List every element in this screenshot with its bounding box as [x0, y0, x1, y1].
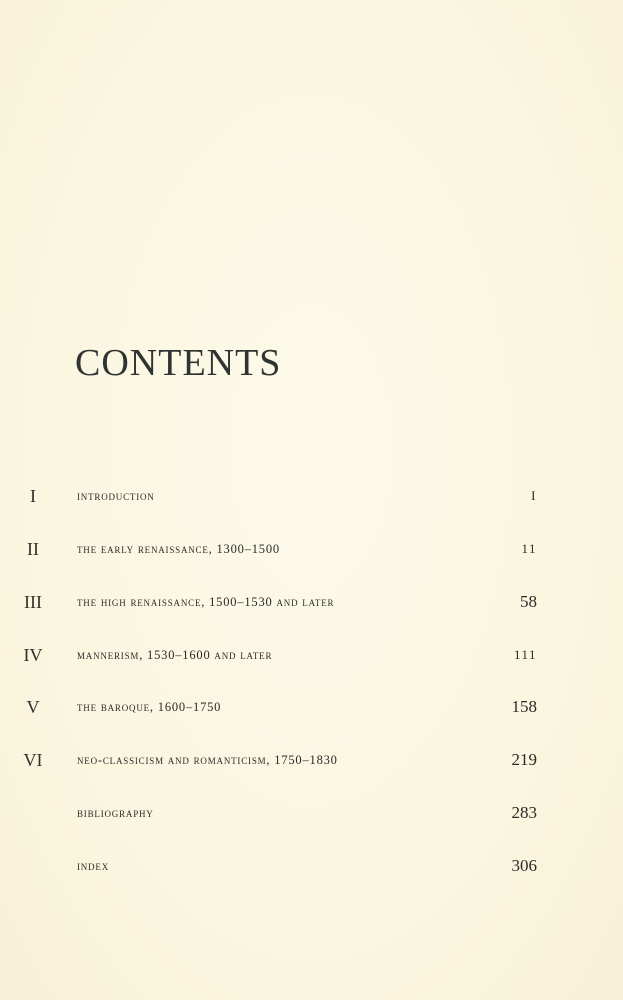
toc-entry: [0, 481, 623, 511]
page-number: 306: [511, 856, 537, 875]
chapter-title: the baroque, 1600–1750: [77, 700, 222, 714]
page-number: I: [531, 488, 537, 503]
chapter-numeral: I: [30, 486, 36, 506]
chapter-title: bibliography: [77, 806, 154, 820]
page-title: CONTENTS: [75, 342, 282, 384]
toc-entry: [0, 587, 623, 617]
chapter-title: index: [77, 859, 109, 873]
toc-entry: [0, 692, 623, 722]
page-number: 111: [513, 647, 537, 662]
toc-entry: [0, 798, 623, 828]
page-number: 58: [520, 592, 537, 611]
page-number: 158: [511, 697, 537, 716]
chapter-title: the early renaissance, 1300–1500: [77, 542, 280, 556]
chapter-numeral: IV: [23, 645, 43, 665]
toc-entry: [0, 745, 623, 775]
toc-entry: [0, 851, 623, 881]
chapter-title: mannerism, 1530–1600 and later: [77, 648, 273, 662]
page-number: 11: [521, 541, 537, 556]
chapter-numeral: III: [24, 592, 42, 612]
chapter-title: the high renaissance, 1500–1530 and later: [77, 595, 335, 609]
page-number: 283: [511, 803, 537, 822]
page-number: 219: [511, 750, 537, 769]
toc-entry: [0, 640, 623, 670]
chapter-numeral: II: [27, 539, 39, 559]
toc-entry: [0, 534, 623, 564]
chapter-numeral: V: [26, 697, 40, 717]
chapter-numeral: VI: [23, 750, 43, 770]
chapter-title: introduction: [77, 489, 155, 503]
chapter-title: neo-classicism and romanticism, 1750–1830: [77, 753, 338, 767]
